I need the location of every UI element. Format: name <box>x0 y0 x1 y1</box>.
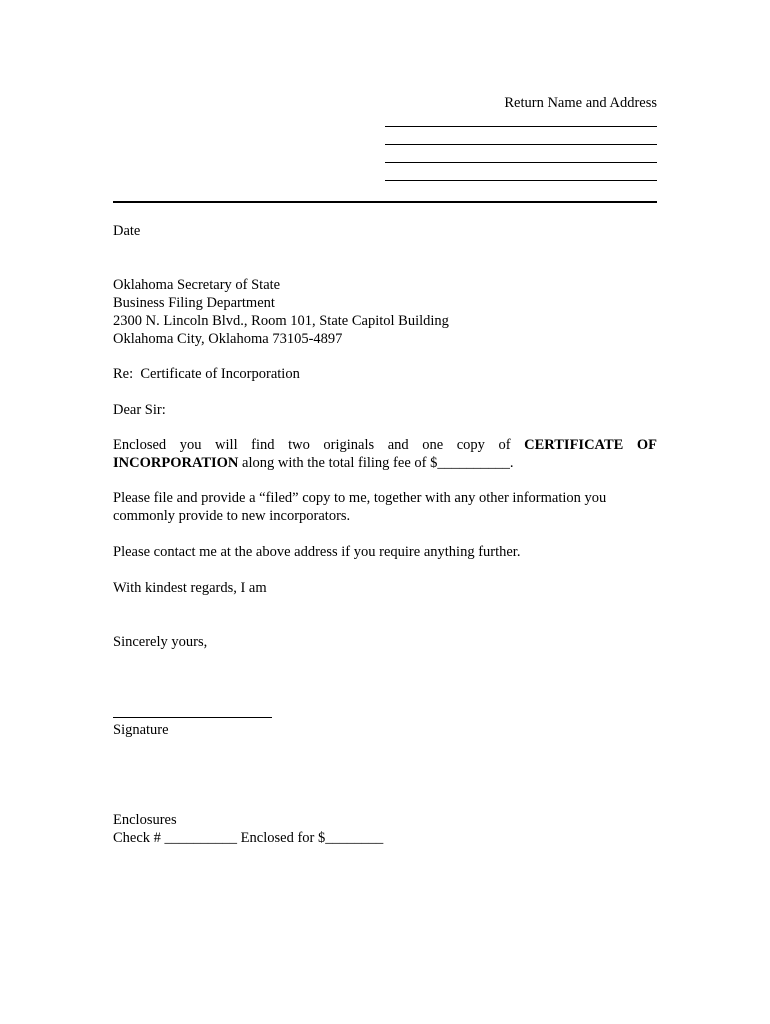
paragraph-enclosed <box>113 436 657 472</box>
closing-line: With kindest regards, I am <box>113 580 267 596</box>
paragraph-text: along with the total filing fee of $__________. <box>238 455 514 471</box>
re-line: Re: Certificate of Incorporation <box>113 366 300 382</box>
signature-label: Signature <box>113 722 169 738</box>
salutation: Dear Sir: <box>113 402 166 418</box>
check-enclosed-line: Check # __________ Enclosed for $________ <box>113 830 384 846</box>
header-divider <box>113 201 657 203</box>
paragraph-file-request: Please file and provide a “filed” copy to me, together with any other information you commonly provide to new incorporators. <box>113 490 607 524</box>
date-label: Date <box>113 223 141 239</box>
recipient-line: Business Filing Department <box>113 295 275 311</box>
sign-off: Sincerely yours, <box>113 634 208 650</box>
return-address-line-2 <box>385 144 657 145</box>
document-title-bold: CERTIFICATE OF INCORPORATION <box>113 437 657 471</box>
return-address-line-3 <box>385 162 657 163</box>
recipient-address <box>113 276 657 348</box>
recipient-line: 2300 N. Lincoln Blvd., Room 101, State Capitol Building <box>113 313 449 329</box>
recipient-line: Oklahoma City, Oklahoma 73105-4897 <box>113 331 343 347</box>
paragraph-text: Enclosed you will find two originals and one copy of <box>113 437 525 453</box>
return-address-line-4 <box>385 180 657 181</box>
recipient-line: Oklahoma Secretary of State <box>113 277 281 293</box>
return-address-title: Return Name and Address <box>504 95 657 111</box>
enclosures-label: Enclosures <box>113 812 177 828</box>
return-address-line-1 <box>385 126 657 127</box>
paragraph-contact: Please contact me at the above address if you require anything further. <box>113 544 521 560</box>
signature-line <box>113 717 272 718</box>
